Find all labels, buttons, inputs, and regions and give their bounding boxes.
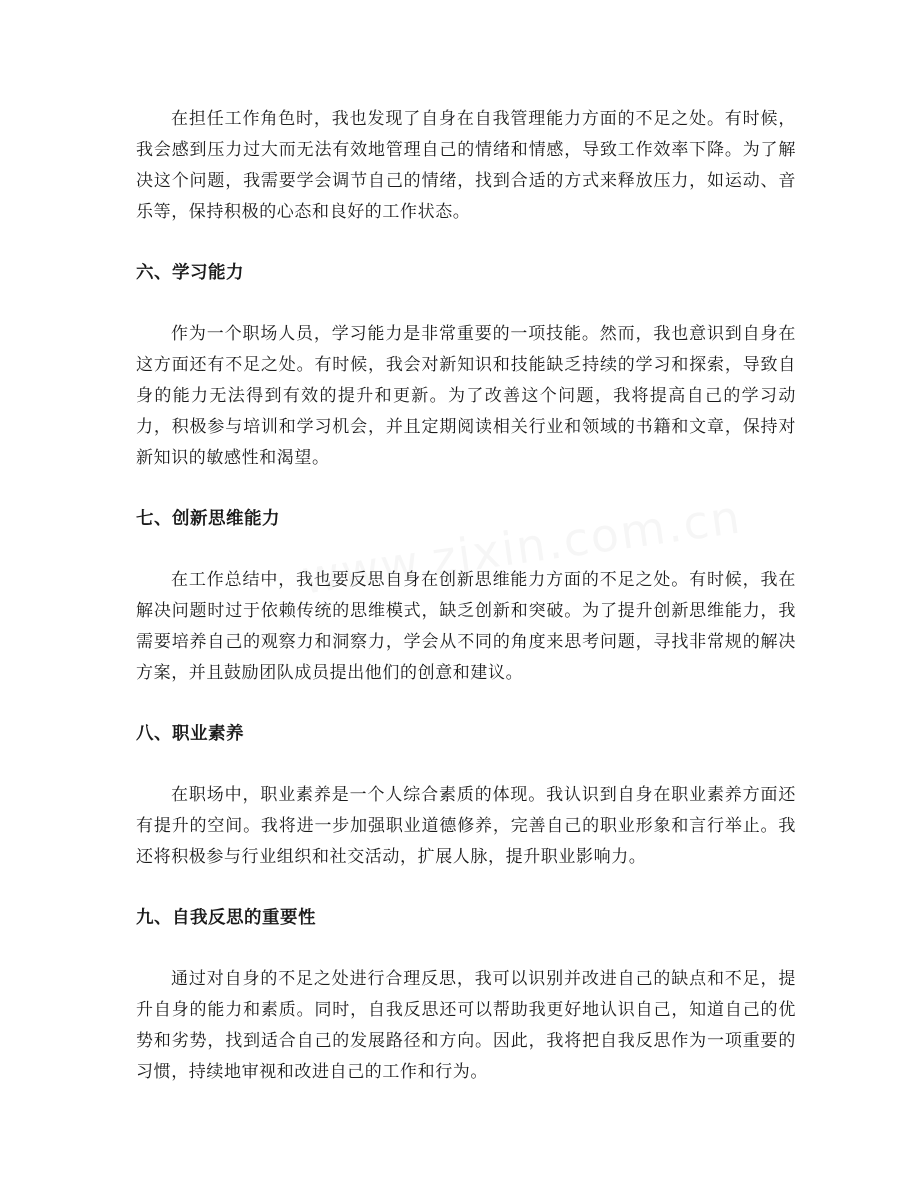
heading-innovative-thinking: 七、创新思维能力: [136, 509, 280, 529]
paragraph-professionalism: 在职场中，职业素养是一个人综合素质的体现。我认识到自身在职业素养方面还有提升的空间。我将进一步加强职业道德修养，完善自己的职业形象和言行举止。我还将积极参与行业组织和社交活动，扩展人脉，提升职业影响力。: [136, 785, 796, 867]
paragraph-self-reflection: 通过对自身的不足之处进行合理反思，我可以识别并改进自己的缺点和不足，提升自身的能力和素质。同时，自我反思还可以帮助我更好地认识自己，知道自己的优势和劣势，找到适合自己的发展路径和方向。因此，我将把自我反思作为一项重要的习惯，持续地审视和改进自己的工作和行为。: [136, 969, 796, 1082]
heading-learning-ability: 六、学习能力: [136, 263, 244, 283]
heading-professionalism: 八、职业素养: [136, 724, 244, 744]
paragraph-innovative-thinking: 在工作总结中，我也要反思自身在创新思维能力方面的不足之处。有时候，我在解决问题时过于依赖传统的思维模式，缺乏创新和突破。为了提升创新思维能力，我需要培养自己的观察力和洞察力，学会从不同的角度来思考问题，寻找非常规的解决方案，并且鼓励团队成员提出他们的创意和建议。: [136, 570, 796, 683]
paragraph-self-management: 在担任工作角色时，我也发现了自身在自我管理能力方面的不足之处。有时候，我会感到压力过大而无法有效地管理自己的情绪和情感，导致工作效率下降。为了解决这个问题，我需要学会调节自己的情绪，找到合适的方式来释放压力，如运动、音乐等，保持积极的心态和良好的工作状态。: [136, 109, 796, 222]
heading-self-reflection: 九、自我反思的重要性: [136, 908, 316, 928]
paragraph-learning-ability: 作为一个职场人员，学习能力是非常重要的一项技能。然而，我也意识到自身在这方面还有不足之处。有时候，我会对新知识和技能缺乏持续的学习和探索，导致自身的能力无法得到有效的提升和更新。为了改善这个问题，我将提高自己的学习动力，积极参与培训和学习机会，并且定期阅读相关行业和领域的书籍和文章，保持对新知识的敏感性和渴望。: [136, 324, 796, 468]
document-body: [136, 104, 796, 1088]
